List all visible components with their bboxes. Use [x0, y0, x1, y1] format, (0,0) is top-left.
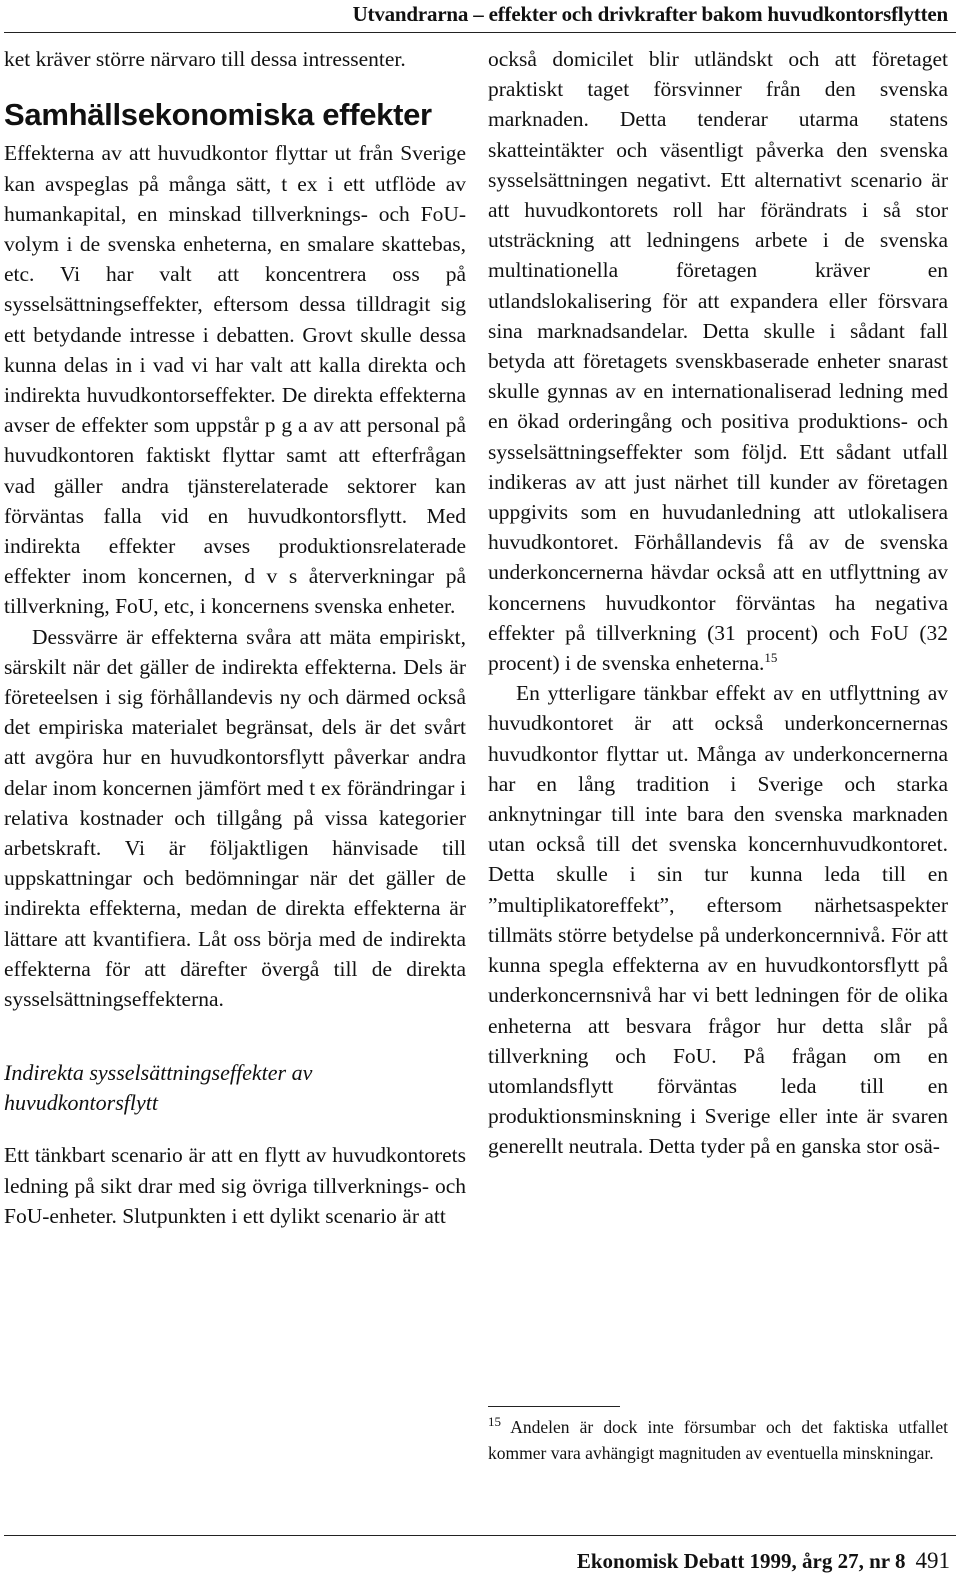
header-rule — [4, 32, 956, 33]
subsection-heading: Indirekta sysselsättningseffekter av huvudkontorsflytt — [4, 1060, 313, 1116]
footnote-text: Andelen är dock inte försumbar och det faktiska utfallet kommer vara avhängigt magnituden av eventuella minskningar. — [488, 1417, 948, 1463]
paragraph: En ytterligare tänkbar effekt av en utflyttning av huvudkontoret är att också underkoncernernas huvudkontor flyttar ut. Många av underkoncernerna har en lång tradition i Sverige och starka anknytningar till inte bara den svenska marknaden utan också till det svenska koncernhuvudkontoret. Detta skulle i sin tur kunna leda till en ”multiplikatoreffekt”, eftersom närhetsaspekter tillmäts större betydelse på underkoncernnivå. För att kunna spegla effekterna av en huvudkontorsflytt på underkoncernsnivå har vi bett ledningen för de olika enheterna att besvara frågor hur detta slår på tillverkning och FoU. På frågan om en utomlandsflytt förväntas leda till en produktionsminskning i Sverige eller inte är svaren generellt neutrala. Detta tyder på en ganska stor osä- — [488, 681, 948, 1159]
page-number: 491 — [915, 1548, 950, 1573]
footnote-rule — [488, 1406, 620, 1407]
paragraph: Dessvärre är effekterna svåra att mäta empiriskt, särskilt när det gäller de indirekta effekterna. Dels är företeelsen i sig förhållandevis ny och därmed också det empiriska materialet begränsat, dels är det svårt att avgöra hur en huvudkontorsflytt påverkar andra delar inom koncernen jämfört med t ex förändringar i relativa kostnader och tillgång på vissa kategorier arbetskraft. Vi är följaktligen hänvisade till uppskattningar och bedömningar när det gäller de indirekta effekterna, medan de direkta effekterna är lättare att kvantifiera. Låt oss börja med de indirekta effekterna för att därefter övergå till de direkta sysselsättningseffekterna. — [4, 624, 466, 1012]
page-footer — [577, 1548, 950, 1574]
journal-citation: Ekonomisk Debatt 1999, årg 27, nr 8 — [576, 1549, 906, 1573]
footnote — [488, 1414, 948, 1466]
paragraph: Effekterna av att huvudkontor flyttar ut från Sverige kan avspeglas på många sätt, t ex i ett utflöde av humankapital, en minskad tillverknings- och FoU-volym i de svenska enheterna, en smalare skattebas, etc. Vi har valt att koncentrera oss på sysselsättningseffekter, eftersom dessa tilldragit sig ett betydande intresse i debatten. Grovt skulle dessa kunna delas in i vad vi har valt att kalla direkta och indirekta huvudkontorseffekter. De direkta effekterna avser de effekter som uppstår p g a av att personal på huvudkontoren faktiskt flyttar samt att efterfrågan vad gäller andra tjänsterelaterade sektorer kan förväntas falla vid en huvudkontorsflytt. Med indirekta effekter avses produktionsrelaterade effekter inom koncernen, d v s återverkningar på tillverkning, FoU, etc, i koncernens svenska enheter. — [4, 141, 466, 619]
right-column — [488, 44, 948, 1162]
section-heading: Samhällsekonomiska effekter — [4, 97, 432, 133]
footnote-number: 15 — [488, 1414, 501, 1430]
paragraph-text: också domicilet blir utländskt och att företaget praktiskt taget försvinner från den svenska marknaden. Detta tenderar utarma statens skatteintäkter och väsentligt påverka den svenska sysselsättningen negativt. Ett alternativt scenario är att huvudkontorets roll har förändrats i så stor utsträckning att ledningens arbete i de svenska multinationella företagen kräver en utlandslokalisering för att expandera eller försvara sina marknadsandelar. Detta skulle i sådant fall betyda att företagets svenskbaserade enheter snarast skulle gynnas av en internationaliserad ledning med en ökad orderingång och positiva produktions- och sysselsättningseffekter som följd. Ett sådant utfall indikeras av att just närhet till kunder av företagen uppgivits som en huvudanledning att utlokalisera huvudkontoret. Förhållandevis få av de svenska underkoncernerna hävdar också att en utflyttning av koncernens huvudkontor förväntas ha negativa effekter på tillverkning (31 procent) och FoU (32 procent) i de svenska enheterna. — [488, 47, 948, 676]
paragraph — [488, 44, 948, 678]
footer-rule — [4, 1535, 956, 1536]
left-column — [4, 44, 466, 1231]
paragraph: ket kräver större närvaro till dessa intressenter. — [4, 47, 406, 71]
paragraph: Ett tänkbart scenario är att en flytt av huvudkontorets ledning på sikt drar med sig övriga tillverknings- och FoU-enheter. Slutpunkten i ett dylikt scenario är att — [4, 1143, 466, 1228]
running-head: Utvandrarna – effekter och drivkrafter bakom huvudkontorsflytten — [352, 2, 948, 26]
footnote-reference[interactable]: 15 — [764, 649, 778, 665]
